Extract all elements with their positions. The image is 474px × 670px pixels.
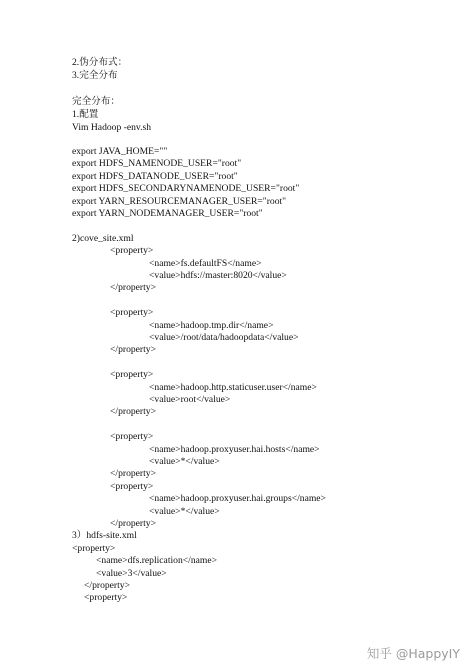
text-line: <value>*</value> (149, 506, 220, 517)
text-line: <name>hadoop.proxyuser.hai.hosts</name> (149, 444, 320, 455)
text-line: </property> (84, 580, 130, 591)
text-line: </property> (110, 518, 156, 529)
text-line: 完全分布： (72, 96, 120, 107)
text-line: export JAVA_HOME="" (72, 146, 168, 157)
text-line: Vim Hadoop -env.sh (72, 122, 152, 133)
text-line: 3.完全分布 (72, 70, 118, 81)
text-line: 3）hdfs-site.xml (72, 530, 137, 541)
text-line: 2.伪分布式： (72, 57, 128, 68)
text-line: export YARN_RESOURCEMANAGER_USER="root" (72, 196, 287, 207)
text-line: <property> (110, 369, 154, 380)
text-line: <property> (110, 307, 154, 318)
text-line: export HDFS_DATANODE_USER="root" (72, 171, 238, 182)
text-line: <property> (110, 245, 154, 256)
text-line: <name>dfs.replication</name> (96, 555, 218, 566)
text-line: <value>3</value> (96, 568, 167, 579)
text-line: <value>hdfs://master:8020</value> (149, 270, 287, 281)
text-line: <name>hadoop.tmp.dir</name> (149, 320, 274, 331)
text-line: 2)cove_site.xml (72, 233, 134, 244)
text-line: <value>/root/data/hadoopdata</value> (149, 332, 299, 343)
text-line: export YARN_NODEMANAGER_USER="root" (72, 208, 263, 219)
text-line: </property> (110, 344, 156, 355)
text-line: 1.配置 (72, 109, 99, 120)
text-line: </property> (110, 282, 156, 293)
text-line: export HDFS_SECONDARYNAMENODE_USER="root" (72, 183, 300, 194)
text-line: <value>root</value> (149, 394, 231, 405)
text-line: <property> (84, 592, 128, 603)
text-line: </property> (110, 406, 156, 417)
watermark: 知乎 @HappyIY (366, 646, 460, 661)
text-line: </property> (110, 468, 156, 479)
text-line: <name>hadoop.proxyuser.hai.groups</name> (149, 493, 326, 504)
text-line: <property> (110, 431, 154, 442)
text-line: <value>*</value> (149, 456, 220, 467)
text-line: <name>hadoop.http.staticuser.user</name> (149, 382, 317, 393)
text-line: <property> (110, 481, 154, 492)
text-line: <name>fs.defaultFS</name> (149, 258, 262, 269)
text-line: <property> (72, 543, 116, 554)
text-line: export HDFS_NAMENODE_USER="root" (72, 158, 242, 169)
